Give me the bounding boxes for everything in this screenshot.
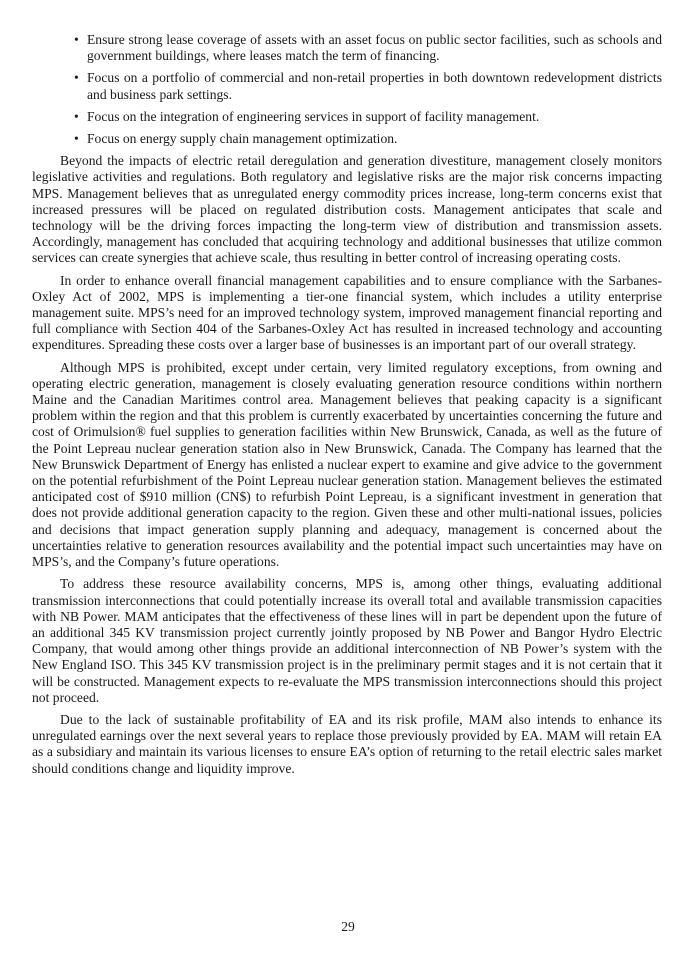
bullet-item bbox=[32, 109, 662, 125]
bullet-item bbox=[32, 70, 662, 102]
bullet-item bbox=[32, 131, 662, 147]
bullet-text: Focus on a portfolio of commercial and non-retail properties in both downtown redevelopment districts and business park settings. bbox=[87, 70, 662, 102]
document-page bbox=[32, 32, 662, 783]
bullet-glyph: • bbox=[74, 131, 79, 147]
paragraph-regulatory-risk: Beyond the impacts of electric retail deregulation and generation divestiture, management closely monitors legislative activities and regulations. Both regulatory and legislative risks are the major risk concerns impacting MPS. Management believes that as unregulated energy commodity prices increase, long-term concerns exist that increased pressures will be placed on regulated distribution costs. Management anticipates that scale and technology will be the driving forces impacting the long-term view of distribution and transmission assets. Accordingly, management has concluded that acquiring technology and additional businesses that utilize common services can create synergies that achieve scale, thus resulting in better control of increasing operating costs. bbox=[32, 153, 662, 266]
bullet-glyph: • bbox=[74, 108, 79, 124]
bullet-text: Focus on the integration of engineering services in support of facility management. bbox=[87, 108, 540, 124]
bullet-text: Ensure strong lease coverage of assets with an asset focus on public sector facilities, such as schools and government buildings, where leases match the term of financing. bbox=[87, 32, 662, 64]
bullet-item bbox=[32, 32, 662, 64]
strategy-bullet-list bbox=[32, 32, 662, 147]
page-number: 29 bbox=[341, 919, 355, 934]
paragraph-unregulated-earnings: Due to the lack of sustainable profitability of EA and its risk profile, MAM also intends to enhance its unregulated earnings over the next several years to replace those previously provided by EA. MAM will retain EA as a subsidiary and maintain its various licenses to ensure EA’s option of returning to the retail electric sales market should conditions change and liquidity improve. bbox=[32, 711, 662, 776]
bullet-glyph: • bbox=[74, 32, 79, 47]
bullet-text: Focus on energy supply chain management optimization. bbox=[87, 131, 398, 147]
paragraph-financial-system: In order to enhance overall financial management capabilities and to ensure compliance with the Sarbanes-Oxley Act of 2002, MPS is implementing a tier-one financial system, which includes a utility enterprise management suite. MPS’s need for an improved technology system, improved management financial reporting and full compliance with Section 404 of the Sarbanes-Oxley Act has resulted in increased technology and accounting expenditures. Spreading these costs over a larger base of businesses is an important part of our overall strategy. bbox=[32, 272, 662, 353]
paragraph-transmission: To address these resource availability concerns, MPS is, among other things, evaluating additional transmission interconnections that could potentially increase its overall total and available transmission capacities with NB Power. MAM anticipates that the effectiveness of these lines will in part be dependent upon the future of an additional 345 KV transmission project currently jointly proposed by NB Power and Bangor Hydro Electric Company, that would among other things provide an additional interconnection of NB Power’s system with the New England ISO. This 345 KV transmission project is in the preliminary permit stages and it is not certain that it will be constructed. Management expects to re-evaluate the MPS transmission interconnections should this project not proceed. bbox=[32, 576, 662, 705]
bullet-glyph: • bbox=[74, 70, 79, 86]
paragraph-generation-resources: Although MPS is prohibited, except under certain, very limited regulatory exceptions, from owning and operating electric generation, management is closely evaluating generation resource conditions within northern Maine and the Canadian Maritimes control area. Management believes that peaking capacity is a significant problem within the region and that this problem is currently exacerbated by uncertainties concerning the future and cost of Orimulsion® fuel supplies to generation facilities within New Brunswick, Canada, as well as the future of the Point Lepreau nuclear generation station also in New Brunswick, Canada. The Company has learned that the New Brunswick Department of Energy has enlisted a nuclear expert to examine and give advice to the government on the potential refurbishment of the Point Lepreau nuclear generation station. Management believes the estimated anticipated cost of $910 million (CN$) to refurbish Point Lepreau, is a significant investment in generation that does not provide additional generation capacity to the region. Given these and other multi-national issues, policies and decisions that impact generation supply planning and adequacy, management is concerned about the uncertainties relative to generation resources availability and the potential impact such uncertainties may have on MPS’s, and the Company’s future operations. bbox=[32, 359, 662, 570]
